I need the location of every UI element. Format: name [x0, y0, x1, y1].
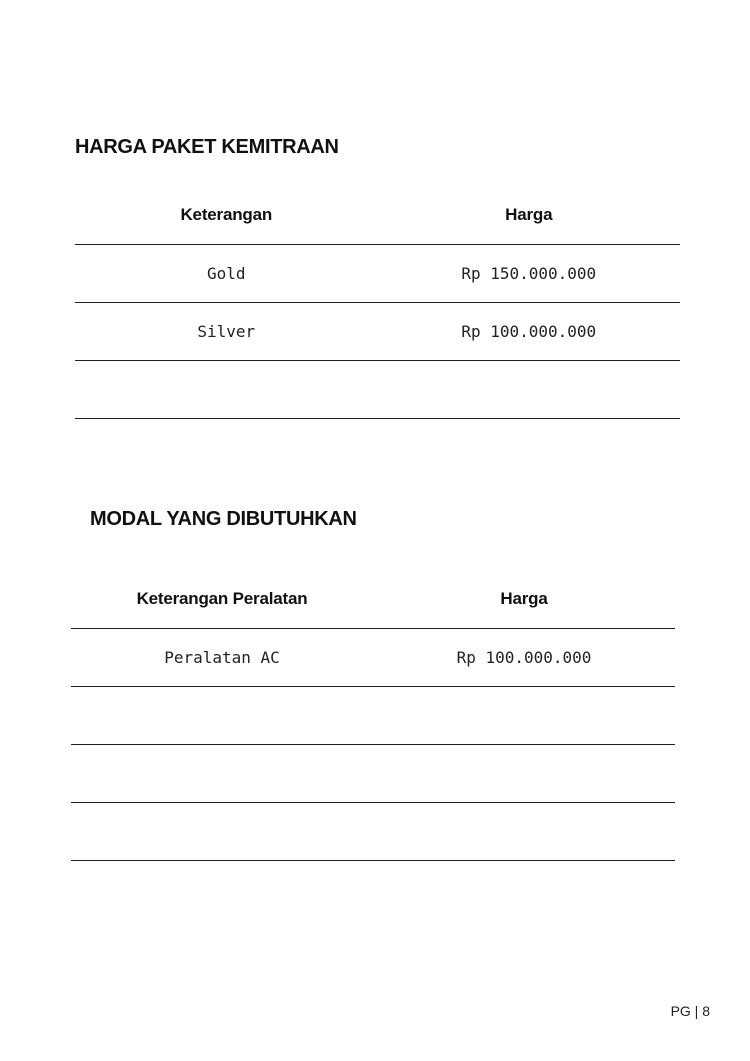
table-row [75, 303, 680, 361]
table-header-row [71, 570, 675, 629]
modal-yang-dibutuhkan-table [71, 570, 675, 861]
table-cell-keterangan-peralatan [71, 745, 373, 803]
table-cell-keterangan [75, 361, 378, 419]
page-number: PG | 8 [670, 1003, 710, 1019]
table-cell-harga: Rp 100.000.000 [378, 303, 681, 361]
table-row [71, 745, 675, 803]
table-header-row [75, 186, 680, 245]
table-row [75, 361, 680, 419]
table-cell-harga [373, 803, 675, 861]
table-cell-keterangan: Silver [75, 303, 378, 361]
table-cell-harga [373, 687, 675, 745]
column-header-harga: Harga [378, 186, 681, 245]
table-row [71, 687, 675, 745]
table-row [71, 629, 675, 687]
table-cell-harga [373, 745, 675, 803]
table-cell-keterangan-peralatan: Peralatan AC [71, 629, 373, 687]
table-row [71, 803, 675, 861]
column-header-harga: Harga [373, 570, 675, 629]
table-row [75, 245, 680, 303]
column-header-keterangan: Keterangan [75, 186, 378, 245]
column-header-keterangan-peralatan: Keterangan Peralatan [71, 570, 373, 629]
table-cell-harga [378, 361, 681, 419]
table-cell-harga: Rp 150.000.000 [378, 245, 681, 303]
section-title-harga-paket-kemitraan: HARGA PAKET KEMITRAAN [75, 136, 339, 158]
table-cell-harga: Rp 100.000.000 [373, 629, 675, 687]
harga-paket-kemitraan-table [75, 186, 680, 419]
section-title-modal-yang-dibutuhkan: MODAL YANG DIBUTUHKAN [90, 508, 357, 530]
table-cell-keterangan-peralatan [71, 803, 373, 861]
table-cell-keterangan: Gold [75, 245, 378, 303]
table-cell-keterangan-peralatan [71, 687, 373, 745]
